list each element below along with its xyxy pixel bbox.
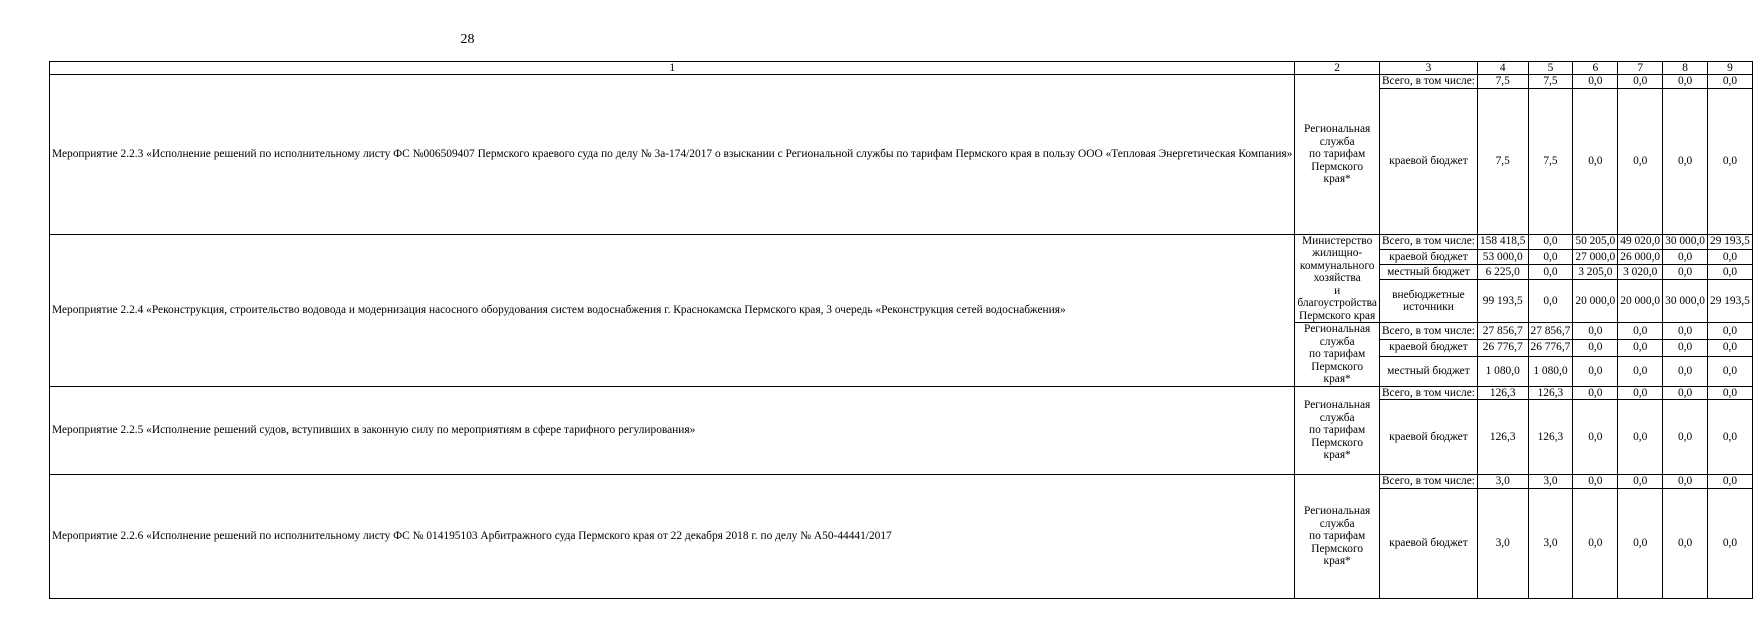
value-cell: 0,0	[1663, 339, 1708, 356]
value-cell: 0,0	[1573, 386, 1618, 400]
value-cell: 7,5	[1528, 88, 1573, 234]
column-number: 9	[1708, 62, 1753, 75]
value-cell: 30 000,0	[1663, 234, 1708, 249]
value-cell: 0,0	[1618, 75, 1663, 89]
value-cell: 0,0	[1708, 264, 1753, 279]
value-cell: 0,0	[1663, 400, 1708, 475]
source-cell: краевой бюджет	[1379, 339, 1477, 356]
table-row	[50, 75, 1753, 89]
page-number: 28	[460, 32, 475, 47]
value-cell: 0,0	[1663, 88, 1708, 234]
value-cell: 0,0	[1663, 475, 1708, 489]
source-cell: краевой бюджет	[1379, 488, 1477, 598]
source-cell: местный бюджет	[1379, 356, 1477, 386]
value-cell: 3,0	[1528, 488, 1573, 598]
column-number: 8	[1663, 62, 1708, 75]
value-cell: 126,3	[1528, 386, 1573, 400]
value-cell: 26 776,7	[1477, 339, 1528, 356]
source-cell: Всего, в том числе:	[1379, 475, 1477, 489]
value-cell: 0,0	[1618, 475, 1663, 489]
value-cell: 0,0	[1663, 249, 1708, 264]
value-cell: 0,0	[1528, 249, 1573, 264]
column-number: 1	[50, 62, 1295, 75]
value-cell: 26 776,7	[1528, 339, 1573, 356]
source-cell: Всего, в том числе:	[1379, 386, 1477, 400]
value-cell: 29 193,5	[1708, 280, 1753, 323]
value-cell: 0,0	[1663, 264, 1708, 279]
value-cell: 20 000,0	[1618, 280, 1663, 323]
value-cell: 0,0	[1708, 400, 1753, 475]
value-cell: 1 080,0	[1528, 356, 1573, 386]
table-row	[50, 475, 1753, 489]
source-cell: местный бюджет	[1379, 264, 1477, 279]
executor-cell: Региональная служба по тарифам Пермского края*	[1295, 475, 1380, 599]
value-cell: 0,0	[1663, 323, 1708, 340]
value-cell: 126,3	[1477, 400, 1528, 475]
value-cell: 99 193,5	[1477, 280, 1528, 323]
value-cell: 0,0	[1573, 475, 1618, 489]
column-numbers-row	[50, 62, 1753, 75]
value-cell: 0,0	[1708, 88, 1753, 234]
value-cell: 49 020,0	[1618, 234, 1663, 249]
column-number: 5	[1528, 62, 1573, 75]
value-cell: 158 418,5	[1477, 234, 1528, 249]
value-cell: 3 205,0	[1573, 264, 1618, 279]
value-cell: 53 000,0	[1477, 249, 1528, 264]
value-cell: 0,0	[1708, 475, 1753, 489]
executor-cell: Министерство жилищно- коммунального хозяйства и благоустройства Пермского края	[1295, 234, 1380, 323]
column-number: 6	[1573, 62, 1618, 75]
value-cell: 0,0	[1663, 386, 1708, 400]
value-cell: 0,0	[1663, 356, 1708, 386]
value-cell: 30 000,0	[1663, 280, 1708, 323]
source-cell: внебюджетные источники	[1379, 280, 1477, 323]
source-cell: краевой бюджет	[1379, 249, 1477, 264]
activity-2-2-5: Мероприятие 2.2.5 «Исполнение решений судов, вступивших в законную силу по мероприятиям в сфере тарифного регулирования»	[50, 386, 1295, 475]
budget-table	[49, 61, 1753, 599]
value-cell: 0,0	[1708, 386, 1753, 400]
source-cell: Всего, в том числе:	[1379, 234, 1477, 249]
value-cell: 0,0	[1663, 75, 1708, 89]
value-cell: 7,5	[1477, 88, 1528, 234]
value-cell: 29 193,5	[1708, 234, 1753, 249]
value-cell: 27 000,0	[1573, 249, 1618, 264]
value-cell: 0,0	[1618, 88, 1663, 234]
value-cell: 20 000,0	[1573, 280, 1618, 323]
value-cell: 0,0	[1618, 356, 1663, 386]
value-cell: 27 856,7	[1528, 323, 1573, 340]
column-number: 4	[1477, 62, 1528, 75]
source-cell: краевой бюджет	[1379, 88, 1477, 234]
value-cell: 0,0	[1708, 75, 1753, 89]
column-number: 7	[1618, 62, 1663, 75]
activity-2-2-3: Мероприятие 2.2.3 «Исполнение решений по исполнительному листу ФС №006509407 Пермского краевого суда по делу № 3а-174/2017 о взыскании с Региональной службы по тарифам Пермского края в пользу ООО «Тепловая Энергетическая Компания»	[50, 75, 1295, 235]
value-cell: 7,5	[1528, 75, 1573, 89]
value-cell: 1 080,0	[1477, 356, 1528, 386]
value-cell: 26 000,0	[1618, 249, 1663, 264]
value-cell: 126,3	[1477, 386, 1528, 400]
value-cell: 0,0	[1618, 488, 1663, 598]
value-cell: 0,0	[1708, 339, 1753, 356]
activity-2-2-6: Мероприятие 2.2.6 «Исполнение решений по исполнительному листу ФС № 014195103 Арбитражного суда Пермского края от 22 декабря 2018 г. по делу № А50-44441/2017	[50, 475, 1295, 599]
value-cell: 0,0	[1528, 264, 1573, 279]
value-cell: 0,0	[1618, 400, 1663, 475]
column-number: 3	[1379, 62, 1477, 75]
value-cell: 3,0	[1477, 475, 1528, 489]
value-cell: 0,0	[1573, 88, 1618, 234]
source-cell: краевой бюджет	[1379, 400, 1477, 475]
source-cell: Всего, в том числе:	[1379, 323, 1477, 340]
executor-cell: Региональная служба по тарифам Пермского края*	[1295, 75, 1380, 235]
value-cell: 7,5	[1477, 75, 1528, 89]
value-cell: 3,0	[1528, 475, 1573, 489]
value-cell: 3,0	[1477, 488, 1528, 598]
activity-2-2-4: Мероприятие 2.2.4 «Реконструкция, строительство водовода и модернизация насосного оборудования систем водоснабжения г. Краснокамска Пермского края, 3 очередь «Реконструкция сетей водоснабжения»	[50, 234, 1295, 386]
table-row	[50, 234, 1753, 249]
value-cell: 0,0	[1528, 280, 1573, 323]
value-cell: 0,0	[1573, 488, 1618, 598]
value-cell: 0,0	[1618, 386, 1663, 400]
value-cell: 0,0	[1618, 339, 1663, 356]
value-cell: 0,0	[1708, 488, 1753, 598]
value-cell: 0,0	[1573, 356, 1618, 386]
value-cell: 0,0	[1708, 323, 1753, 340]
value-cell: 0,0	[1708, 356, 1753, 386]
value-cell: 3 020,0	[1618, 264, 1663, 279]
executor-cell: Региональная служба по тарифам Пермского края*	[1295, 323, 1380, 387]
value-cell: 0,0	[1618, 323, 1663, 340]
value-cell: 0,0	[1573, 400, 1618, 475]
table-row	[50, 386, 1753, 400]
column-number: 2	[1295, 62, 1380, 75]
value-cell: 6 225,0	[1477, 264, 1528, 279]
value-cell: 126,3	[1528, 400, 1573, 475]
value-cell: 0,0	[1573, 75, 1618, 89]
value-cell: 50 205,0	[1573, 234, 1618, 249]
executor-cell: Региональная служба по тарифам Пермского края*	[1295, 386, 1380, 475]
value-cell: 0,0	[1573, 323, 1618, 340]
value-cell: 0,0	[1663, 488, 1708, 598]
value-cell: 0,0	[1708, 249, 1753, 264]
value-cell: 0,0	[1573, 339, 1618, 356]
value-cell: 0,0	[1528, 234, 1573, 249]
value-cell: 27 856,7	[1477, 323, 1528, 340]
source-cell: Всего, в том числе:	[1379, 75, 1477, 89]
